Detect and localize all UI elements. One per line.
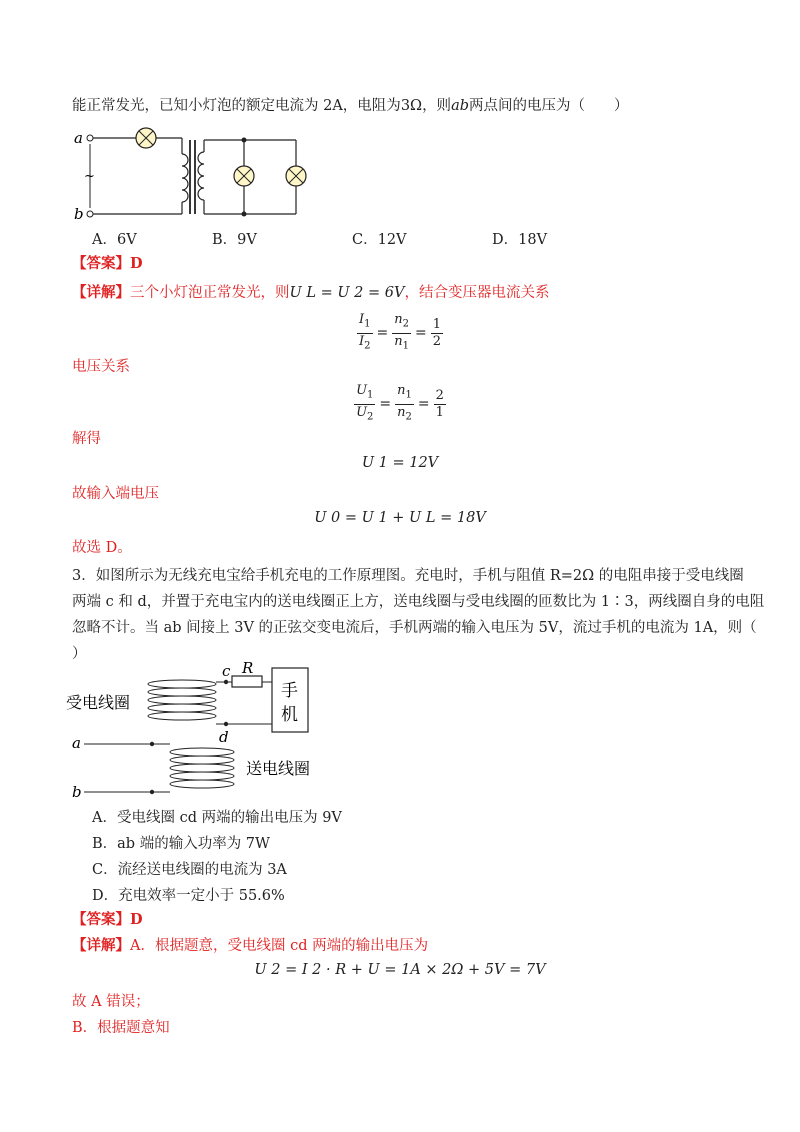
q2-stem-mid: ，则: [422, 98, 452, 114]
fig-label-b: b: [72, 783, 82, 801]
q3-stem-line3: 忽略不计。当 ab 间接上 3V 的正弦交变电流后，手机两端的输入电压为 5V，流过手机的电流为 1A，则（: [72, 620, 757, 636]
circuit-label-b: b: [74, 205, 84, 220]
q2-current-ratio: $\frac{I_1}{I_2}$ = $\frac{n_2}{n_1}$ = $\frac{1}{2}$: [358, 312, 441, 352]
fig-send-coil-label: 送电线圈: [246, 759, 311, 778]
q3-detail-label: 【详解】: [72, 937, 130, 954]
q2-circuit-diagram: [70, 124, 310, 220]
ac-symbol: ~: [84, 169, 95, 184]
fig-phone-label-2: 机: [281, 705, 298, 725]
q2-u0: U 0 = U 1 + U L = 18V: [314, 510, 486, 526]
q2-stem-pre: 能正常发光，已知小灯泡的额定电流为 2A，电阻为: [72, 98, 401, 114]
fig-label-c: c: [222, 662, 231, 680]
terminal-b-icon: [150, 790, 154, 794]
q3-equation: U 2 = I 2 · R + U = 1A × 2Ω + 5V = 7V: [254, 962, 546, 978]
circuit-label-a: a: [74, 129, 83, 147]
q2-detail-label: 【详解】: [72, 284, 130, 301]
q2-stem: [72, 96, 629, 116]
q2-voltage-relation: 电压关系: [72, 359, 130, 375]
q3-stem-line2: 两端 c 和 d，并置于充电宝内的送电线圈正上方，送电线圈与受电线圈的匝数比为 1∶3，两线圈自身的电阻: [72, 594, 765, 610]
q2-detail-text1: 三个小灯泡正常发光，则: [130, 285, 290, 301]
lamp-icon: [136, 128, 156, 148]
q2-solve: 解得: [72, 431, 101, 447]
q2-option-d[interactable]: D．18V: [492, 232, 548, 248]
q3-option-c[interactable]: C．流经送电线圈的电流为 3A: [92, 862, 287, 878]
q2-detail-text2: ，结合变压器电流关系: [404, 285, 550, 301]
terminal-icon: [87, 211, 93, 217]
q2-ab: ab: [451, 98, 469, 114]
q2-input-voltage: 故输入端电压: [72, 486, 159, 502]
q2-detail: [72, 283, 549, 303]
q2-stem-post: 两点间的电压为（ ）: [469, 98, 629, 114]
fig-label-d: d: [219, 728, 229, 746]
q2-option-b[interactable]: B．9V: [212, 232, 257, 248]
q2-answer: 【答案】D: [72, 255, 143, 272]
q3-b-line: B．根据题意知: [72, 1020, 170, 1036]
fig-label-R: R: [242, 662, 254, 677]
q3-option-d[interactable]: D．充电效率一定小于 55.6%: [92, 888, 285, 904]
junction-dot-icon: [242, 138, 247, 143]
fig-receive-coil-label: 受电线圈: [66, 693, 131, 712]
q2-u1: U 1 = 12V: [361, 455, 439, 471]
lamp-icon: [234, 166, 254, 186]
q3-wrong-a: 故 A 错误；: [72, 994, 150, 1010]
terminal-icon: [87, 135, 93, 141]
q3-detail-text: A．根据题意，受电线圈 cd 两端的输出电压为: [130, 938, 429, 954]
q3-answer: 【答案】D: [72, 911, 143, 928]
q2-option-c[interactable]: C．12V: [352, 232, 407, 248]
q2-option-a[interactable]: A．6V: [92, 232, 137, 248]
q3-stem-line1: 3．如图所示为无线充电宝给手机充电的工作原理图。充电时，手机与阻值 R=2Ω 的电阻串接于受电线圈: [72, 568, 744, 584]
terminal-a-icon: [150, 742, 154, 746]
q3-stem-line4: ）: [72, 646, 87, 662]
q3-option-a[interactable]: A．受电线圈 cd 两端的输出电压为 9V: [92, 810, 342, 826]
q3-detail: [72, 936, 428, 956]
fig-label-a: a: [72, 734, 81, 752]
terminal-d-icon: [224, 722, 228, 726]
q3-option-b[interactable]: B．ab 端的输入功率为 7W: [92, 836, 270, 852]
fig-phone-label-1: 手: [281, 681, 298, 701]
q2-voltage-ratio: $\frac{U_1}{U_2}$ = $\frac{n_1}{n_2}$ = $\frac{2}{1}$: [356, 383, 444, 423]
junction-dot-icon: [242, 212, 247, 217]
terminal-c-icon: [224, 680, 228, 684]
q2-conclusion: 故选 D。: [72, 540, 132, 556]
q2-detail-eq1: U L = U 2 = 6V: [289, 285, 405, 301]
q3-wireless-charging-diagram: [66, 662, 386, 802]
lamp-icon: [286, 166, 306, 186]
q2-resistance: 3Ω: [400, 98, 423, 114]
